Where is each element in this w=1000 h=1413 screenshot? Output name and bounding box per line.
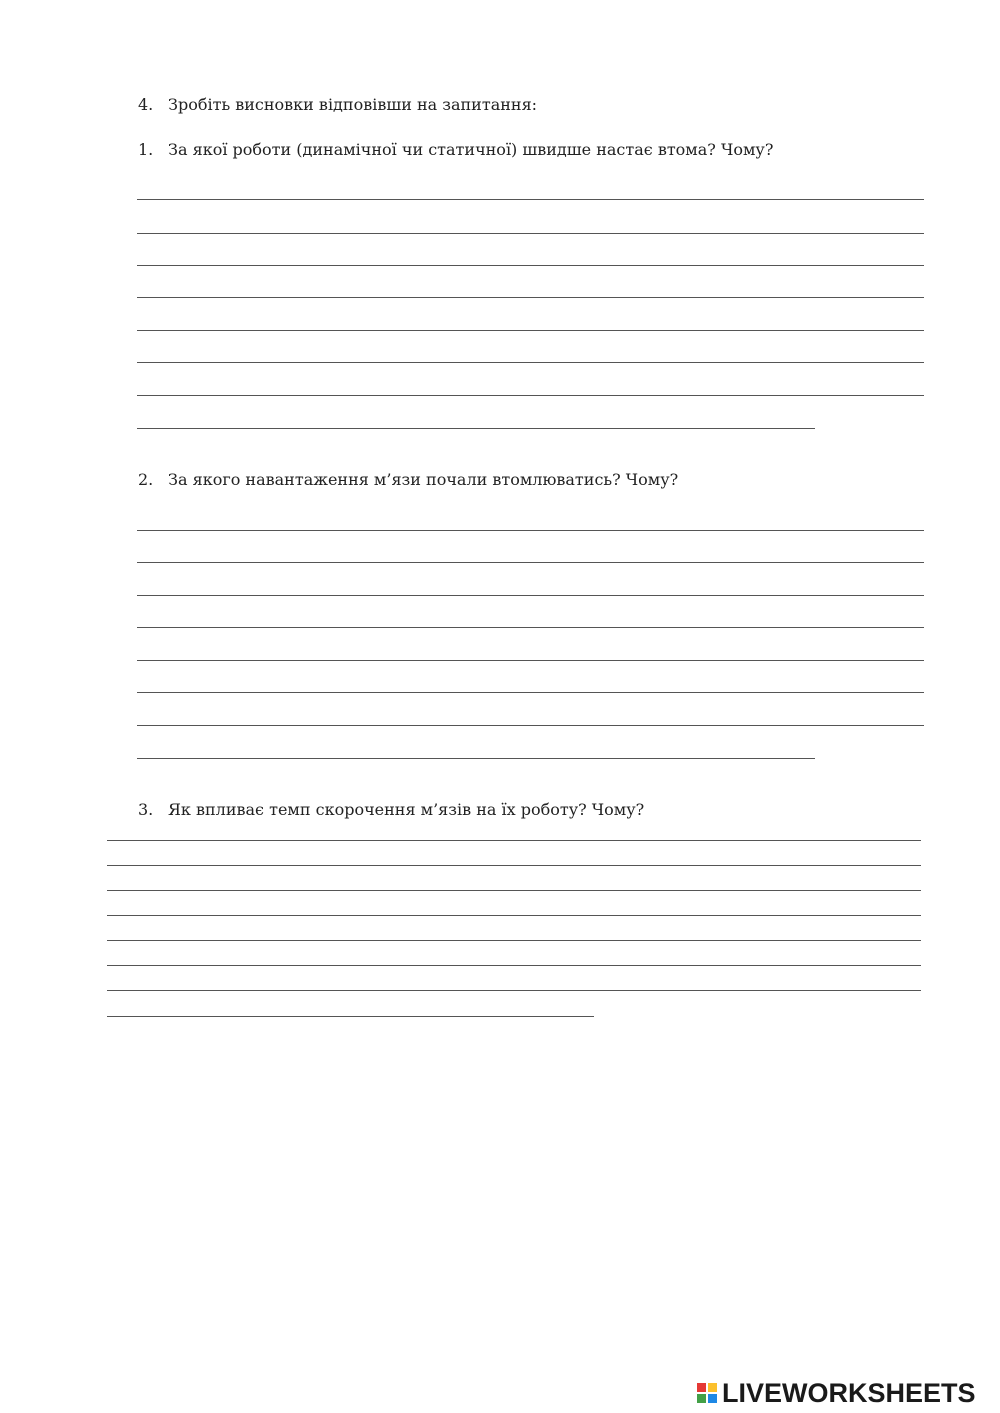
liveworksheets-logo <box>697 1376 976 1410</box>
answer-line[interactable] <box>107 965 921 966</box>
question-1 <box>138 140 773 160</box>
instruction-text: Зробіть висновки відповівши на запитання: <box>168 95 538 114</box>
question-2-number: 2. <box>138 470 154 489</box>
answer-line[interactable] <box>137 692 924 693</box>
answer-line[interactable] <box>137 330 924 331</box>
logo-blocks-icon <box>697 1383 717 1403</box>
answer-line[interactable] <box>107 1016 594 1017</box>
answer-line[interactable] <box>137 562 924 563</box>
logo-block <box>708 1383 717 1392</box>
answer-line[interactable] <box>137 362 924 363</box>
instruction-number: 4. <box>138 95 154 114</box>
question-2-text: За якого навантаження м’язи почали втомлюватись? Чому? <box>168 470 679 489</box>
answer-line[interactable] <box>137 627 924 628</box>
question-2 <box>138 470 678 490</box>
answer-line[interactable] <box>137 725 924 726</box>
answer-line[interactable] <box>137 297 924 298</box>
answer-line[interactable] <box>137 233 924 234</box>
answer-line[interactable] <box>137 265 924 266</box>
answer-line[interactable] <box>137 428 815 429</box>
question-3-number: 3. <box>138 800 154 819</box>
answer-line[interactable] <box>137 660 924 661</box>
logo-block <box>697 1394 706 1403</box>
question-1-text: За якої роботи (динамічної чи статичної) швидше настає втома? Чому? <box>168 140 774 159</box>
question-3 <box>138 800 644 820</box>
answer-line[interactable] <box>107 940 921 941</box>
logo-block <box>708 1394 717 1403</box>
answer-line[interactable] <box>107 915 921 916</box>
answer-line[interactable] <box>137 595 924 596</box>
answer-line[interactable] <box>107 840 921 841</box>
answer-line[interactable] <box>107 990 921 991</box>
logo-block <box>697 1383 706 1392</box>
logo-text: LIVEWORKSHEETS <box>722 1377 976 1408</box>
answer-line[interactable] <box>137 395 924 396</box>
answer-line[interactable] <box>107 865 921 866</box>
answer-line[interactable] <box>107 890 921 891</box>
answer-line[interactable] <box>137 530 924 531</box>
instruction-heading <box>138 95 537 115</box>
answer-line[interactable] <box>137 758 815 759</box>
question-3-text: Як впливає темп скорочення м’язів на їх роботу? Чому? <box>168 800 645 819</box>
answer-line[interactable] <box>137 199 924 200</box>
question-1-number: 1. <box>138 140 154 159</box>
